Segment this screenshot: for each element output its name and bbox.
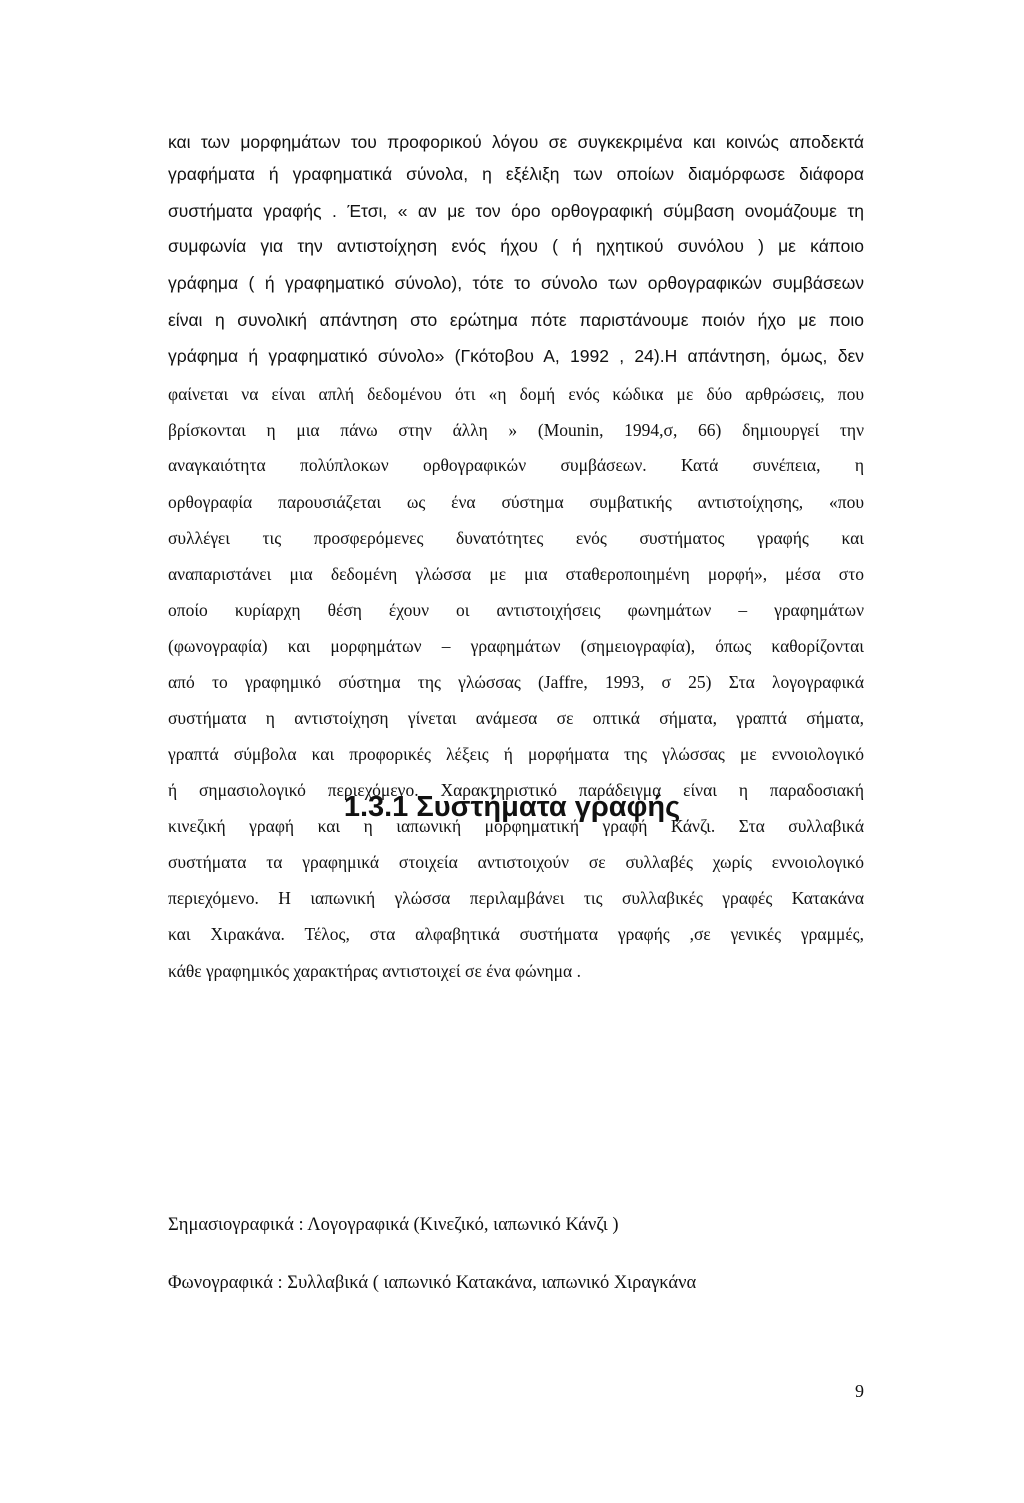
phonographic-line: Φωνογραφικά : Συλλαβικά ( ιαπωνικό Κατακάνα, ιαπωνικό Χιραγκάνα (168, 1273, 697, 1293)
text-line: από το γραφημικό σύστημα της γλώσσας (Jaffre, 1993, σ 25) Στα λογογραφικά (168, 672, 864, 692)
text-line: συστήματα γραφής . Έτσι, « αν με τον όρο ορθογραφική σύμβαση ονομάζουμε τη (168, 201, 864, 221)
text-line: αναγκαιότητα πολύπλοκων ορθογραφικών συμβάσεων. Κατά συνέπεια, η (168, 455, 864, 475)
text-line: συλλέγει τις προσφερόμενες δυνατότητες ενός συστήματος γραφής και (168, 528, 864, 548)
text-line: ή σημασιολογικό περιεχόμενο. Χαρακτηριστικό παράδειγμα είναι η παραδοσιακή (168, 780, 864, 800)
text-line: είναι η συνολική απάντηση στο ερώτημα πότε παριστάνουμε ποιόν ήχο με ποιο (168, 310, 864, 330)
text-line: γραφήματα ή γραφηματικά σύνολα, η εξέλιξη των οποίων διαμόρφωσε διάφορα (168, 164, 864, 184)
text-line: και των μορφημάτων του προφορικού λόγου σε συγκεκριμένα και κοινώς αποδεκτά (168, 132, 864, 152)
text-line: βρίσκονται η μια πάνω στην άλλη » (Mounin, 1994,σ, 66) δημιουργεί την (168, 420, 864, 440)
text-line: συστήματα τα γραφημικά στοιχεία αντιστοιχούν σε συλλαβές χωρίς εννοιολογικό (168, 852, 864, 872)
text-line: οποίο κυρίαρχη θέση έχουν οι αντιστοιχήσεις φωνημάτων – γραφημάτων (168, 600, 864, 620)
text-line: γράφημα ( ή γραφηματικό σύνολο), τότε το σύνολο των ορθογραφικών συμβάσεων (168, 273, 864, 293)
text-line: και Χιρακάνα. Τέλος, στα αλφαβητικά συστήματα γραφής ,σε γενικές γραμμές, (168, 924, 864, 944)
text-line: συστήματα η αντιστοίχηση γίνεται ανάμεσα σε οπτικά σήματα, γραπτά σήματα, (168, 708, 864, 728)
text-line: ορθογραφία παρουσιάζεται ως ένα σύστημα συμβατικής αντιστοίχησης, «που (168, 492, 864, 512)
text-line: φαίνεται να είναι απλή δεδομένου ότι «η δομή ενός κώδικα με δύο αρθρώσεις, που (168, 384, 864, 404)
text-line: κάθε γραφημικός χαρακτήρας αντιστοιχεί σε ένα φώνημα . (168, 961, 581, 981)
text-line: κινεζική γραφή και η ιαπωνική μορφηματική γραφή Κάνζι. Στα συλλαβικά (168, 816, 864, 836)
text-line: αναπαριστάνει μια δεδομένη γλώσσα με μια σταθεροποιημένη μορφή», μέσα στο (168, 564, 864, 584)
text-line: περιεχόμενο. Η ιαπωνική γλώσσα περιλαμβάνει τις συλλαβικές γραφές Κατακάνα (168, 888, 864, 908)
text-line: γραπτά σύμβολα και προφορικές λέξεις ή μορφήματα της γλώσσας με εννοιολογικό (168, 744, 864, 764)
page-number: 9 (855, 1381, 864, 1401)
section-heading: 1.3.1 Συστήματα γραφής (343, 791, 681, 823)
semasiographic-line: Σημασιογραφικά : Λογογραφικά (Κινεζικό, ιαπωνικό Κάνζι ) (168, 1215, 619, 1235)
text-line: (φωνογραφία) και μορφημάτων – γραφημάτων (σημειογραφία), όπως καθορίζονται (168, 636, 864, 656)
text-line: γράφημα ή γραφηματικό σύνολο» (Γκότοβου Α, 1992 , 24).Η απάντηση, όμως, δεν (168, 346, 864, 366)
text-line: συμφωνία για την αντιστοίχηση ενός ήχου ( ή ηχητικού συνόλου ) με κάποιο (168, 236, 864, 256)
